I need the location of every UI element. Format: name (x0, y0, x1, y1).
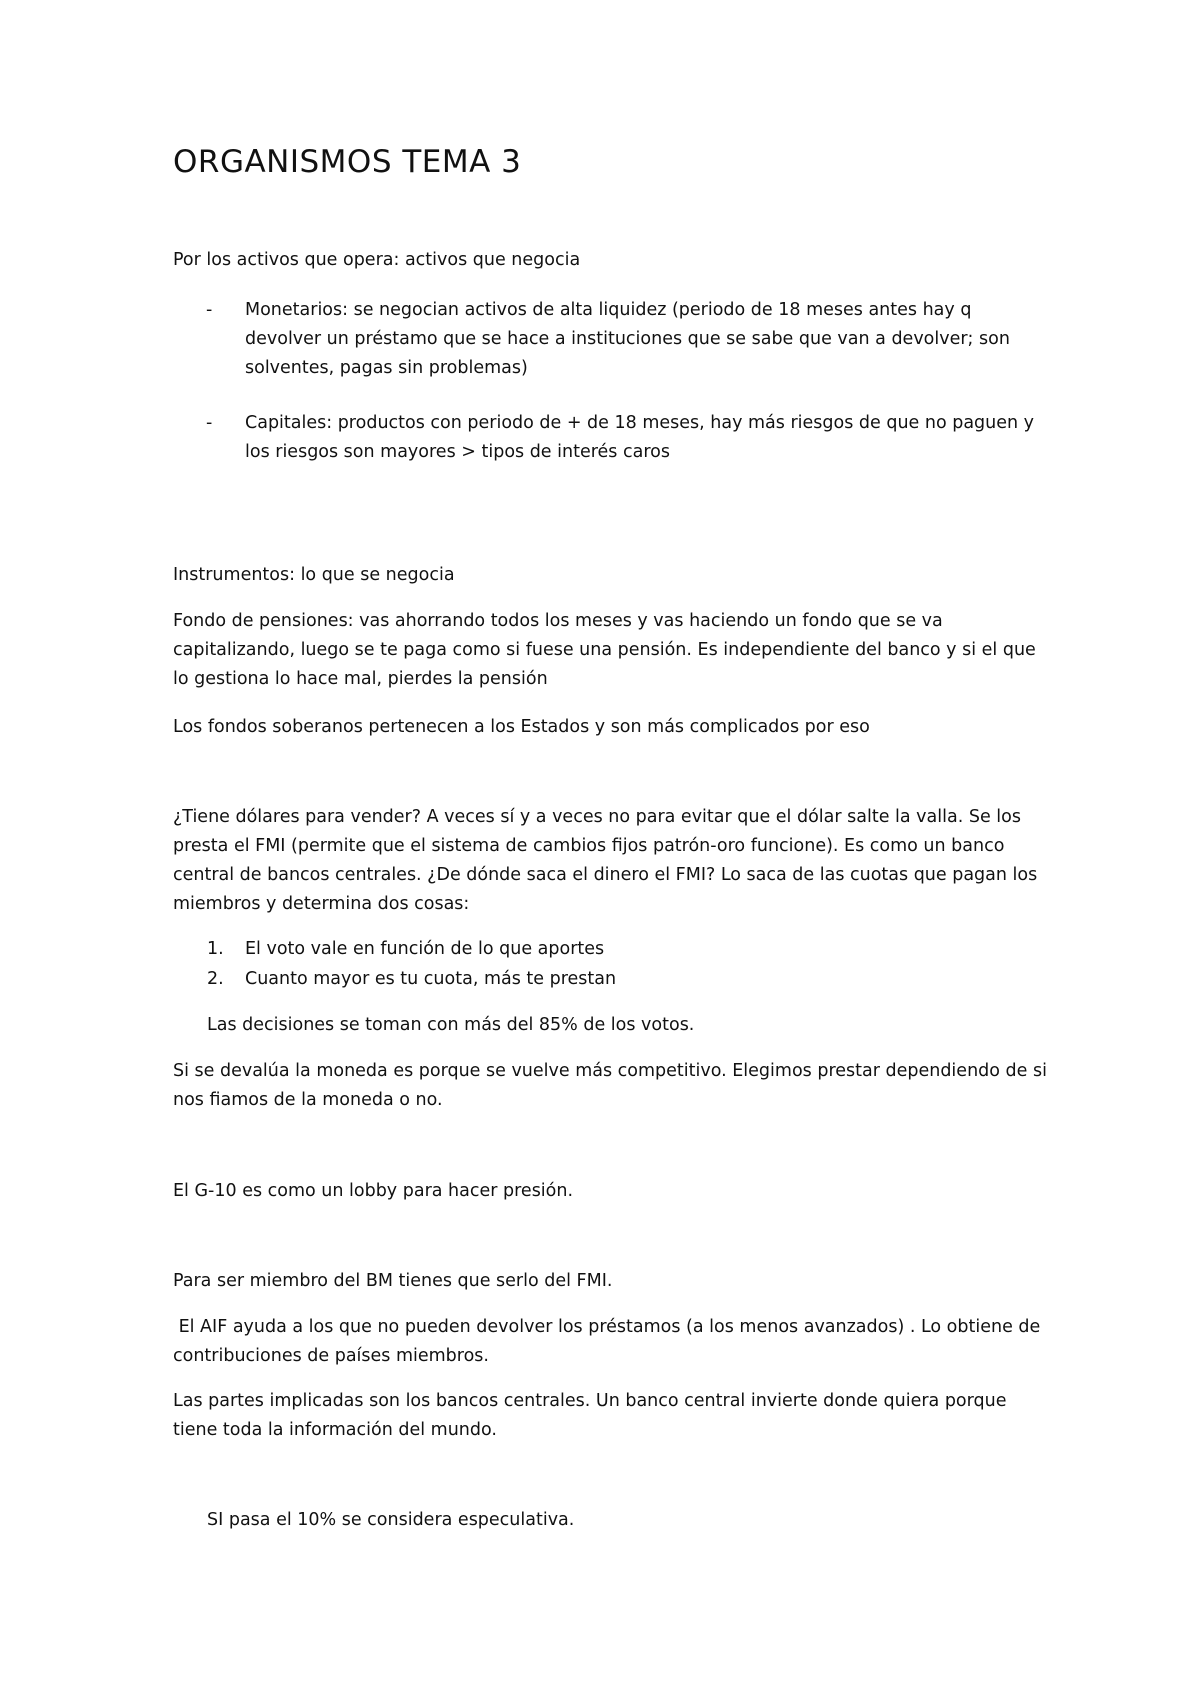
aif-paragraph: El AIF ayuda a los que no pueden devolver los préstamos (a los menos avanzados) . Lo obtiene de contribuciones de países miembros. (173, 1317, 1046, 1366)
document-title: ORGANISMOS TEMA 3 (173, 144, 522, 180)
devaluation-paragraph: Si se devalúa la moneda es porque se vuelve más competitivo. Elegimos prestar dependiendo de si nos fiamos de la moneda o no. (173, 1061, 1047, 1110)
list-number: 1. (207, 939, 224, 959)
speculative-paragraph: SI pasa el 10% se considera especulativa. (207, 1510, 575, 1530)
bullet-marker: - (206, 413, 213, 433)
list-item-text: Cuanto mayor es tu cuota, más te prestan (245, 969, 617, 989)
list-number: 2. (207, 969, 224, 989)
bullet-text: Monetarios: se negocian activos de alta liquidez (periodo de 18 meses antes hay q devolver un préstamo que se hace a instituciones que se sabe que van a devolver; son solventes, pagas sin problemas) (245, 300, 1010, 378)
bullet-item-monetarios (173, 296, 1053, 384)
imf-paragraph: ¿Tiene dólares para vender? A veces sí y a veces no para evitar que el dólar salte la valla. Se los presta el FMI (permite que el sistema de cambios fijos patrón-oro funcione). Es como un banco central de bancos centrales. ¿De dónde saca el dinero el FMI? Lo saca de las cuotas que pagan los miembros y determina dos cosas: (173, 807, 1038, 914)
bullet-item-capitales (173, 409, 1053, 467)
central-banks-paragraph: Las partes implicadas son los bancos centrales. Un banco central invierte donde quiera porque tiene toda la información del mundo. (173, 1391, 1007, 1440)
bm-member-paragraph: Para ser miembro del BM tienes que serlo del FMI. (173, 1271, 613, 1291)
bullet-marker: - (206, 300, 213, 320)
g10-paragraph: El G-10 es como un lobby para hacer presión. (173, 1181, 574, 1201)
list-item-text: El voto vale en función de lo que aportes (245, 939, 605, 959)
instruments-heading: Instrumentos: lo que se negocia (173, 565, 455, 585)
pension-fund-paragraph: Fondo de pensiones: vas ahorrando todos los meses y vas haciendo un fondo que se va capitalizando, luego se te paga como si fuese una pensión. Es independiente del banco y si el que lo gestiona lo hace mal, pierdes la pensión (173, 611, 1036, 689)
intro-paragraph: Por los activos que opera: activos que negocia (173, 250, 581, 270)
sovereign-funds-paragraph: Los fondos soberanos pertenecen a los Estados y son más complicados por eso (173, 717, 870, 737)
decisions-paragraph: Las decisiones se toman con más del 85% de los votos. (207, 1015, 695, 1035)
bullet-text: Capitales: productos con periodo de + de 18 meses, hay más riesgos de que no paguen y los riesgos son mayores > tipos de interés caros (245, 413, 1035, 462)
